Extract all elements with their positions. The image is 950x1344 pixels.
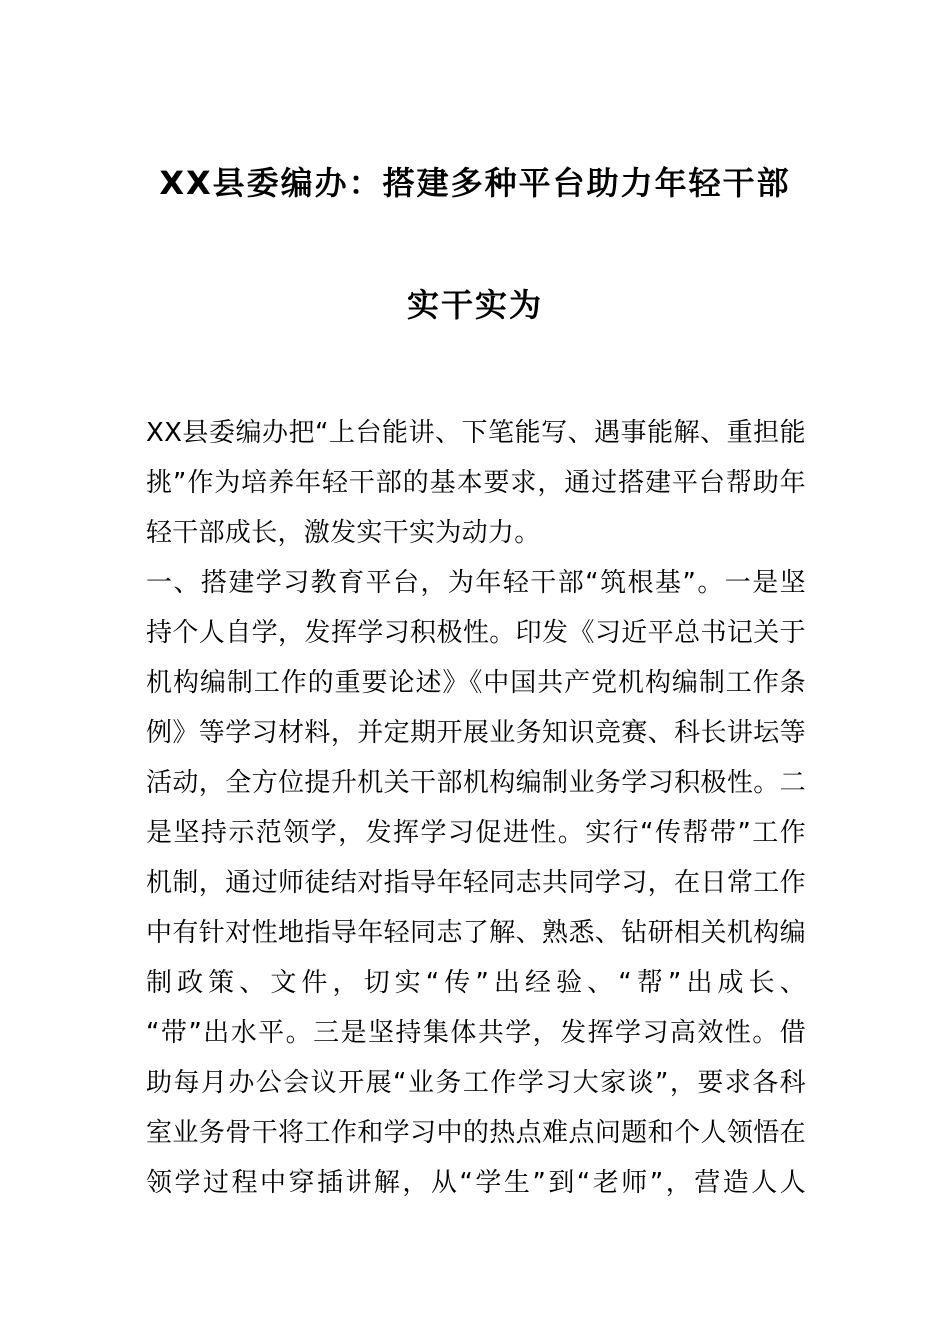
document-title-line-2: 实干实为 [406, 286, 543, 324]
text-line: 挑”作为培养年轻干部的基本要求，通过搭建平台帮助年 [146, 468, 806, 498]
text-line: 领学过程中穿插讲解，从“学生”到“老师”，营造人人 [146, 1168, 806, 1198]
text-line: 室业务骨干将工作和学习中的热点难点问题和个人领悟在 [146, 1118, 806, 1148]
text-line: 制政策、文件，切实“传”出经验、“帮”出成长、 [146, 968, 806, 998]
text-line: 机构编制工作的重要论述》《中国共产党机构编制工作条 [146, 668, 806, 698]
text-line: 一、搭建学习教育平台，为年轻干部“筑根基”。一是坚 [146, 568, 806, 598]
text-line: 中有针对性地指导年轻同志了解、熟悉、钻研相关机构编 [146, 918, 806, 948]
text-line: 持个人自学，发挥学习积极性。印发《习近平总书记关于 [146, 618, 806, 648]
text-line: XX县委编办把“上台能讲、下笔能写、遇事能解、重担能 [146, 418, 806, 448]
text-line: 助每月办公会议开展“业务工作学习大家谈”，要求各科 [146, 1068, 806, 1098]
paragraph-section-1 [146, 558, 806, 1208]
text-line: “带”出水平。三是坚持集体共学，发挥学习高效性。借 [146, 1018, 806, 1048]
text-line: 活动，全方位提升机关干部机构编制业务学习积极性。二 [146, 768, 806, 798]
text-line: 轻干部成长，激发实干实为动力。 [146, 518, 541, 548]
document-title-line-1: XX县委编办：搭建多种平台助力年轻干部 [159, 164, 791, 202]
paragraph-intro [146, 408, 806, 558]
text-line: 机制，通过师徒结对指导年轻同志共同学习，在日常工作 [146, 868, 806, 898]
text-line: 例》等学习材料，并定期开展业务知识竞赛、科长讲坛等 [146, 718, 806, 748]
text-line: 是坚持示范领学，发挥学习促进性。实行“传帮带”工作 [146, 818, 806, 848]
document-body [146, 408, 806, 1208]
